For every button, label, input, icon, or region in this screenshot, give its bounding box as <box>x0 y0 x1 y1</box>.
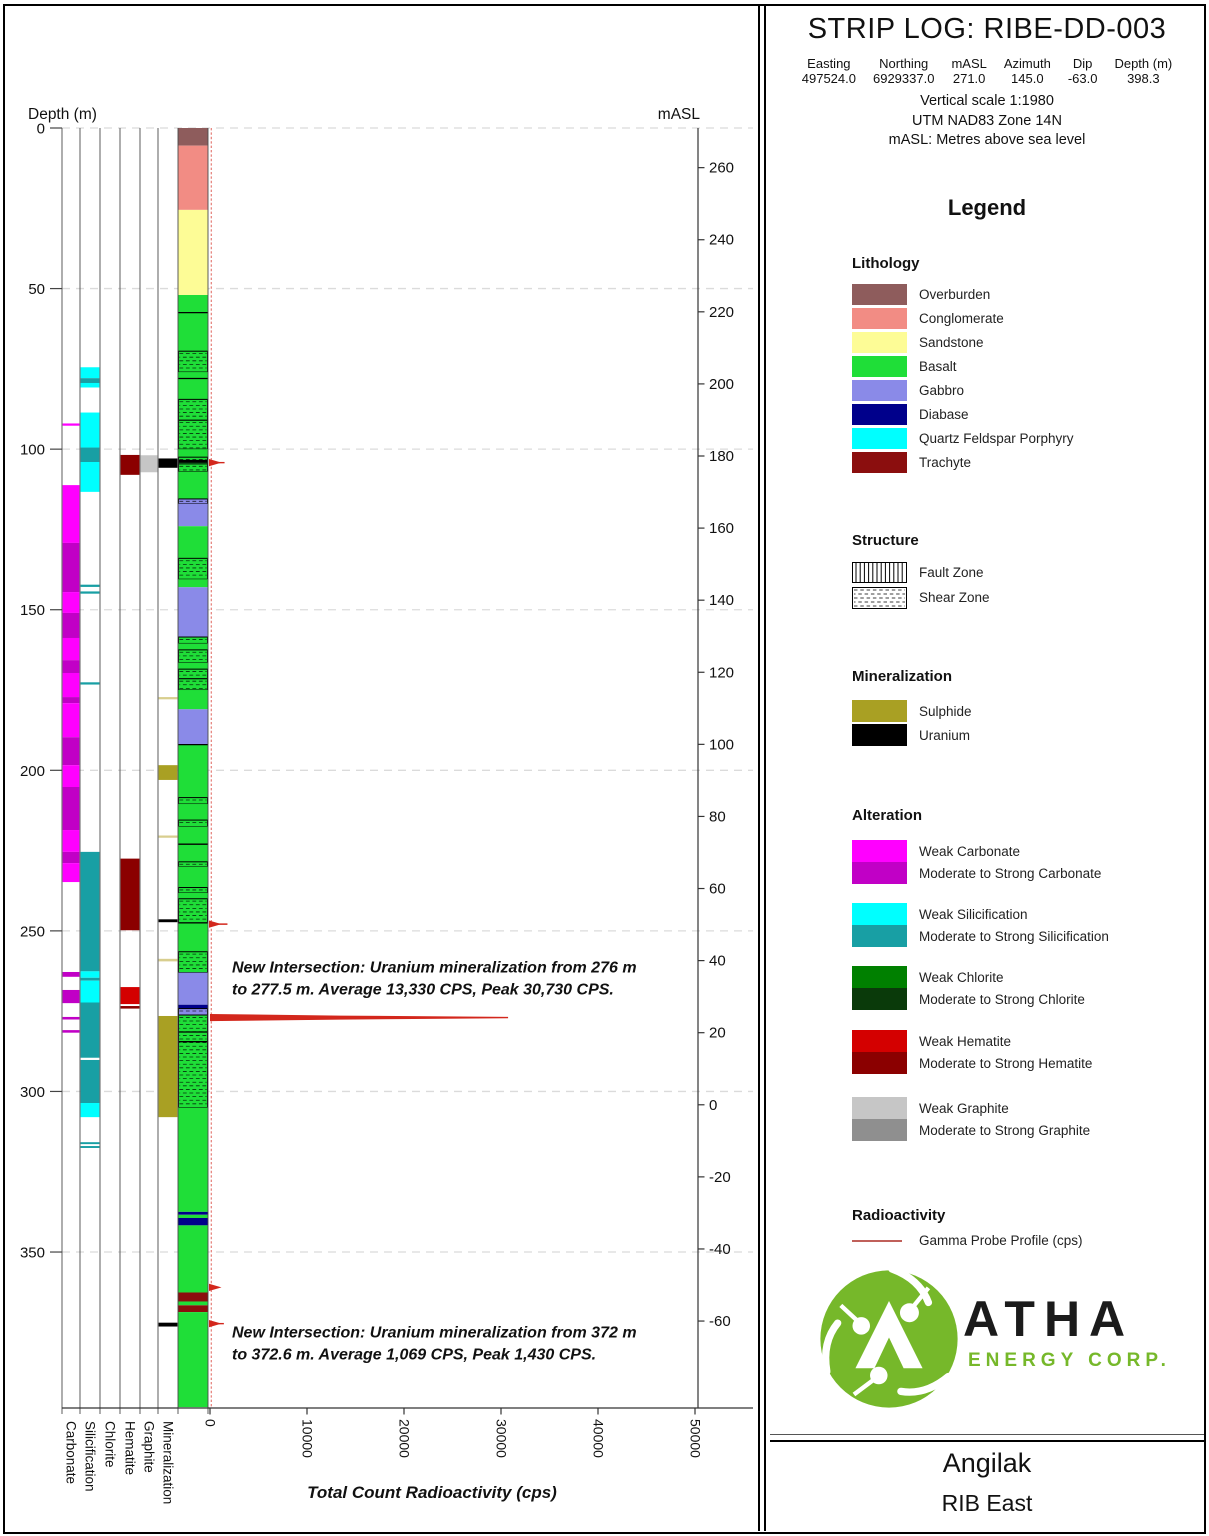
hematite-strong-swatch <box>852 1052 907 1074</box>
graphite-strong-swatch <box>852 1119 907 1141</box>
svg-text:-20: -20 <box>709 1168 731 1186</box>
alteration-label: Moderate to Strong Hematite <box>919 1056 1093 1071</box>
structure-label: Shear Zone <box>919 590 990 605</box>
meta-easting: Easting 497524.0 <box>801 56 856 86</box>
svg-text:to 372.6 m. Average 1,069 CPS,: to 372.6 m. Average 1,069 CPS, Peak 1,430 CPS. <box>232 1346 597 1364</box>
meta-azimuth: Azimuth 145.0 <box>1003 56 1051 86</box>
gamma-line-swatch <box>852 1240 902 1242</box>
area-name: RIB East <box>941 1490 1033 1516</box>
lithology-label: Diabase <box>919 407 969 422</box>
alteration-heading: Alteration <box>852 807 923 824</box>
svg-text:140: 140 <box>709 592 735 610</box>
svg-text:-60: -60 <box>709 1313 731 1331</box>
svg-text:Chlorite: Chlorite <box>102 1421 118 1468</box>
alteration-label: Weak Hematite <box>919 1034 1012 1049</box>
lithology-label: Overburden <box>919 287 991 302</box>
uranium-swatch <box>852 724 907 746</box>
carbonate-strong-swatch <box>852 862 907 884</box>
svg-text:100: 100 <box>19 441 45 459</box>
svg-text:10000: 10000 <box>299 1419 316 1458</box>
graphite-weak-swatch <box>852 1097 907 1119</box>
svg-text:Carbonate: Carbonate <box>63 1421 79 1485</box>
svg-text:40000: 40000 <box>590 1419 607 1458</box>
svg-text:to 277.5 m. Average 13,330 CPS: to 277.5 m. Average 13,330 CPS, Peak 30,730 CPS. <box>232 981 614 999</box>
svg-text:60: 60 <box>709 880 726 898</box>
svg-text:20: 20 <box>709 1024 726 1042</box>
scale-notes: Vertical scale 1:1980 UTM NAD83 Zone 14N mASL: Metres above sea level <box>888 93 1086 148</box>
shear-zone-swatch <box>852 587 907 609</box>
atha-logo-icon <box>816 1266 962 1412</box>
svg-text:30000: 30000 <box>493 1419 510 1458</box>
svg-text:Total Count Radioactivity (cps: Total Count Radioactivity (cps) <box>307 1483 557 1502</box>
alteration-label: Weak Chlorite <box>919 970 1004 985</box>
lithology-swatch-diabase <box>852 404 907 425</box>
footer-divider-thin <box>770 1434 1204 1435</box>
lithology-swatch-overburden <box>852 284 907 305</box>
footer-divider-thick <box>770 1440 1204 1442</box>
svg-text:100: 100 <box>709 736 735 754</box>
svg-text:260: 260 <box>709 159 735 177</box>
lithology-label: Basalt <box>919 359 957 374</box>
carbonate-weak-swatch <box>852 840 907 862</box>
svg-text:350: 350 <box>19 1244 45 1262</box>
svg-text:220: 220 <box>709 303 735 321</box>
svg-text:0: 0 <box>36 120 45 138</box>
svg-text:50000: 50000 <box>687 1419 704 1458</box>
meta-masl: mASL 271.0 <box>951 56 987 86</box>
svg-text:0: 0 <box>202 1419 219 1427</box>
sulphide-swatch <box>852 700 907 722</box>
alteration-label: Moderate to Strong Graphite <box>919 1123 1091 1138</box>
alteration-label: Moderate to Strong Carbonate <box>919 866 1102 881</box>
svg-text:Hematite: Hematite <box>122 1421 138 1476</box>
page-title: STRIP LOG: RIBE-DD-003 <box>807 13 1167 45</box>
chlorite-weak-swatch <box>852 966 907 988</box>
alteration-label: Weak Silicification <box>919 907 1028 922</box>
alteration-label: Moderate to Strong Silicification <box>919 929 1109 944</box>
svg-text:New Intersection: Uranium mine: New Intersection: Uranium mineralization from 276 m <box>232 959 637 977</box>
lithology-swatch-conglomerate <box>852 308 907 329</box>
legend-title: Legend <box>947 195 1027 220</box>
silicification-strong-swatch <box>852 925 907 947</box>
svg-text:mASL: mASL <box>657 106 700 123</box>
lithology-label: Quartz Feldspar Porphyry <box>919 431 1074 446</box>
lithology-swatch-basalt <box>852 356 907 377</box>
structure-label: Fault Zone <box>919 565 984 580</box>
svg-text:80: 80 <box>709 808 726 826</box>
atha-wordmark-sub: ENERGY CORP. <box>968 1350 1171 1371</box>
svg-text:50: 50 <box>28 281 45 299</box>
silicification-weak-swatch <box>852 903 907 925</box>
radioactivity-heading: Radioactivity <box>852 1207 946 1224</box>
svg-text:Graphite: Graphite <box>141 1421 157 1473</box>
svg-text:-40: -40 <box>709 1240 731 1258</box>
lithology-label: Trachyte <box>919 455 972 470</box>
svg-text:0: 0 <box>709 1096 718 1114</box>
svg-text:20000: 20000 <box>396 1419 413 1458</box>
atha-wordmark: ATHA <box>963 1291 1135 1347</box>
lithology-swatch-gabbro <box>852 380 907 401</box>
lithology-label: Gabbro <box>919 383 965 398</box>
svg-text:250: 250 <box>19 923 45 941</box>
svg-text:180: 180 <box>709 447 735 465</box>
svg-text:Mineralization: Mineralization <box>160 1421 176 1505</box>
alteration-label: Weak Carbonate <box>919 844 1021 859</box>
lithology-label: Sandstone <box>919 335 984 350</box>
svg-text:200: 200 <box>709 375 735 393</box>
project-name: Angilak <box>942 1448 1032 1478</box>
radioactivity-label: Gamma Probe Profile (cps) <box>919 1233 1083 1248</box>
lithology-heading: Lithology <box>852 255 920 272</box>
chlorite-strong-swatch <box>852 988 907 1010</box>
structure-heading: Structure <box>852 532 919 549</box>
lithology-swatch-sandstone <box>852 332 907 353</box>
meta-dip: Dip -63.0 <box>1067 56 1098 86</box>
alteration-label: Weak Graphite <box>919 1101 1009 1116</box>
svg-text:40: 40 <box>709 952 726 970</box>
svg-text:300: 300 <box>19 1083 45 1101</box>
mineralization-label: Uranium <box>919 728 971 743</box>
lithology-label: Conglomerate <box>919 311 1004 326</box>
svg-text:160: 160 <box>709 520 735 538</box>
lithology-swatch-qfp <box>852 428 907 449</box>
svg-text:New Intersection: Uranium mine: New Intersection: Uranium mineralization from 372 m <box>232 1324 637 1342</box>
svg-text:Depth (m): Depth (m) <box>28 106 97 123</box>
svg-text:240: 240 <box>709 231 735 249</box>
svg-text:200: 200 <box>19 762 45 780</box>
meta-depth: Depth (m) 398.3 <box>1114 56 1173 86</box>
meta-northing: Northing 6929337.0 <box>872 56 935 86</box>
svg-text:120: 120 <box>709 664 735 682</box>
mineralization-heading: Mineralization <box>852 668 953 685</box>
svg-text:Silicification: Silicification <box>82 1421 98 1492</box>
alteration-label: Moderate to Strong Chlorite <box>919 992 1085 1007</box>
lithology-swatch-trachyte <box>852 452 907 473</box>
hematite-weak-swatch <box>852 1030 907 1052</box>
hole-metadata <box>770 56 1204 86</box>
svg-text:150: 150 <box>19 602 45 620</box>
mineralization-label: Sulphide <box>919 704 972 719</box>
fault-zone-swatch <box>852 562 907 583</box>
